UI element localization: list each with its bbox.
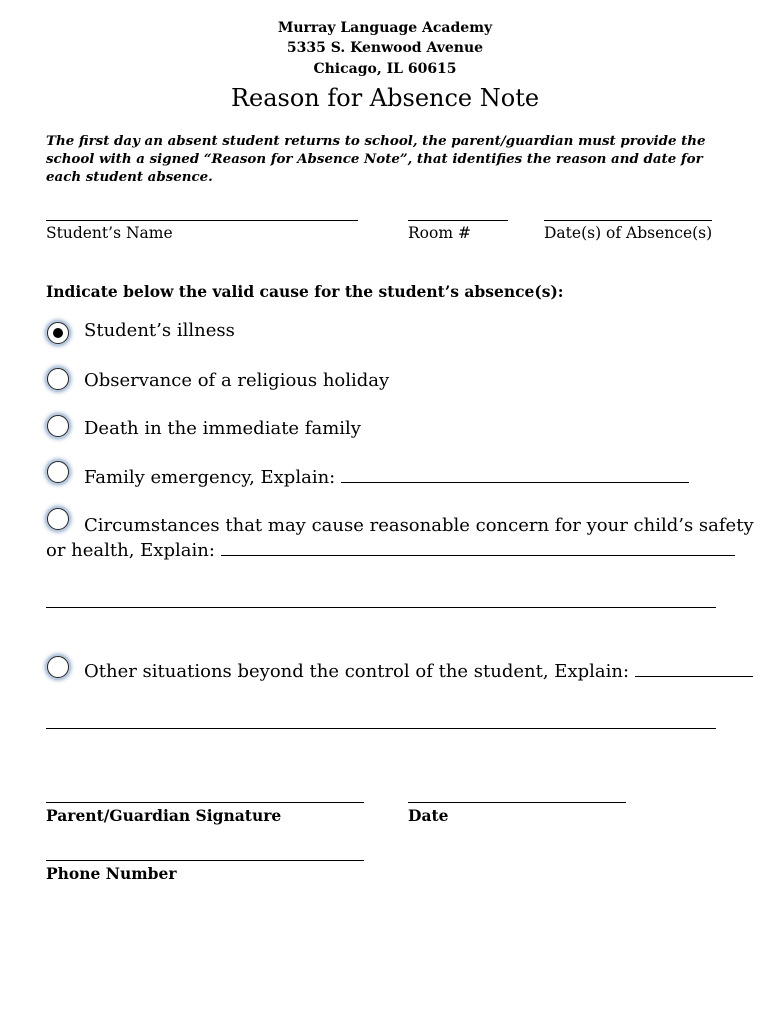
- radio-family-emergency[interactable]: [47, 461, 69, 483]
- parent-signature-line: [46, 802, 364, 803]
- option-safety-concern-label: Circumstances that may cause reasonable concern for your child’s safety: [84, 515, 754, 536]
- dates-line: [544, 220, 712, 221]
- room-field[interactable]: [408, 196, 508, 220]
- phone-number-field[interactable]: [46, 836, 364, 860]
- phone-number-label: Phone Number: [46, 864, 177, 883]
- signature-date-line: [408, 802, 626, 803]
- option-other-situations-label: Other situations beyond the control of the student, Explain:: [84, 661, 635, 682]
- page-title: Reason for Absence Note: [230, 84, 540, 112]
- option-death-in-family-label: Death in the immediate family: [84, 418, 361, 439]
- radio-religious-holiday[interactable]: [47, 368, 69, 390]
- signature-date-label: Date: [408, 806, 449, 825]
- phone-number-line: [46, 860, 364, 861]
- intro-text: The first day an absent student returns to school, the parent/guardian must provide the school with a signed “Reason for Absence Note”, that identifies the reason and date for each student absence.: [46, 133, 706, 185]
- radio-death-in-family[interactable]: [47, 415, 69, 437]
- radio-selected-dot: [53, 328, 63, 338]
- family-emergency-explain-line[interactable]: [341, 468, 689, 483]
- other-explain-line-2[interactable]: [46, 728, 716, 729]
- radio-other-situations[interactable]: [47, 656, 69, 678]
- room-label: Room #: [408, 224, 471, 242]
- other-explain-line[interactable]: [635, 662, 753, 677]
- dates-label: Date(s) of Absence(s): [544, 224, 713, 242]
- school-street: 5335 S. Kenwood Avenue: [286, 40, 484, 56]
- option-safety-concern-line2: [46, 540, 735, 561]
- radio-safety-concern[interactable]: [47, 508, 69, 530]
- option-religious-holiday-label: Observance of a religious holiday: [84, 370, 390, 391]
- radio-illness[interactable]: [47, 322, 69, 344]
- safety-explain-line-2[interactable]: [46, 607, 716, 608]
- room-line: [408, 220, 508, 221]
- instruction-text: Indicate below the valid cause for the student’s absence(s):: [46, 282, 564, 301]
- signature-date-field[interactable]: [408, 778, 626, 802]
- dates-field[interactable]: [544, 196, 712, 220]
- school-city: Chicago, IL 60615: [313, 61, 457, 77]
- option-illness-label: Student’s illness: [84, 320, 235, 341]
- parent-signature-field[interactable]: [46, 778, 364, 802]
- school-name: Murray Language Academy: [277, 20, 493, 36]
- parent-signature-label: Parent/Guardian Signature: [46, 806, 282, 825]
- option-family-emergency-label: Family emergency, Explain:: [84, 467, 341, 488]
- student-name-label: Student’s Name: [46, 224, 173, 242]
- option-other-situations: [84, 661, 753, 682]
- option-safety-concern-label-2: or health, Explain:: [46, 540, 221, 561]
- option-family-emergency: [84, 467, 689, 488]
- student-name-field[interactable]: [46, 196, 358, 220]
- student-name-line: [46, 220, 358, 221]
- safety-explain-line[interactable]: [221, 541, 735, 556]
